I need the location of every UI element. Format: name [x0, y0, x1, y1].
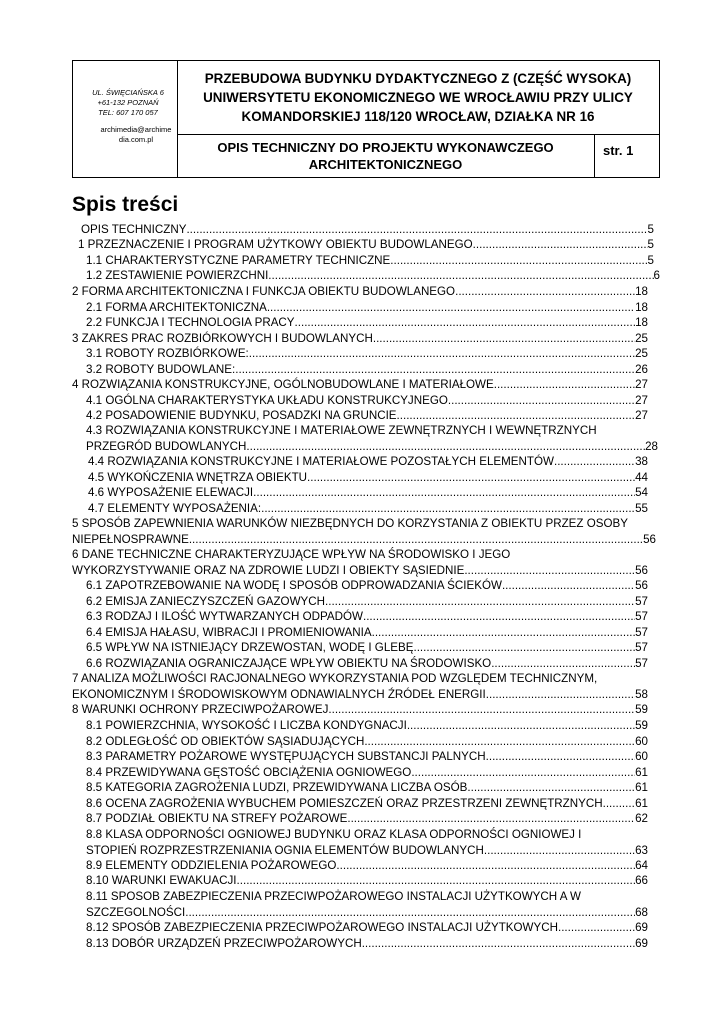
- toc-entry[interactable]: [86, 594, 648, 610]
- toc-leader-dots: [268, 268, 653, 284]
- toc-leader-dots: [362, 936, 635, 952]
- toc-entry-title: 3 ZAKRES PRAC ROZBIÓRKOWYCH I BUDOWLANYCH: [72, 332, 373, 345]
- subtitle-line: OPIS TECHNICZNY DO PROJEKTU WYKONAWCZEGO: [217, 140, 554, 155]
- toc-entry[interactable]: [88, 470, 648, 486]
- toc-entry[interactable]: [86, 780, 648, 796]
- toc-leader-dots: [328, 702, 635, 718]
- address-line: +61-132 POZNAŃ: [97, 98, 159, 107]
- toc-entry-page: 58: [635, 687, 648, 701]
- toc-entry-page: 54: [635, 486, 648, 499]
- toc-entry-page: 57: [635, 657, 648, 670]
- toc-entry-page: 27: [635, 409, 648, 422]
- toc-entry-title: 7 ANALIZA MOŻLIWOŚCI RACJONALNEGO WYKORZYSTANIA POD WZGLĘDEM TECHNICZNYM,: [72, 672, 598, 685]
- toc-entry-page: 57: [635, 626, 648, 639]
- toc-entry[interactable]: [86, 920, 648, 936]
- toc-entry-page: 69: [635, 921, 648, 934]
- toc-entry-title: 5 SPOSÓB ZAPEWNIENIA WARUNKÓW NIEZBĘDNYCH DO KORZYSTANIA Z OBIEKTU PRZEZ OSOBY: [72, 517, 628, 530]
- email-line: dia.com.pl: [118, 135, 154, 144]
- toc-leader-dots: [603, 796, 635, 812]
- toc-leader-dots: [185, 905, 635, 921]
- toc-leader-dots: [249, 346, 635, 362]
- toc-entry-title: 8.8 KLASA ODPORNOŚCI OGNIOWEJ BUDYNKU ORAZ KLASA ODPORNOŚCI OGNIOWEJ I: [86, 828, 582, 841]
- toc-entry-title: 4 ROZWIĄZANIA KONSTRUKCYJNE, OGÓLNOBUDOWLANE I MATERIAŁOWE: [72, 378, 494, 391]
- toc-entry[interactable]: [86, 640, 648, 656]
- toc-leader-dots: [186, 222, 647, 238]
- toc-entry-title: 8.6 OCENA ZAGROŻENIA WYBUCHEM POMIESZCZEŃ ORAZ PRZESTRZENI ZEWNĘTRZNYCH: [86, 797, 603, 810]
- toc-leader-dots: [246, 439, 645, 455]
- toc-entry-page: 61: [635, 766, 648, 779]
- toc-leader-dots: [411, 765, 635, 781]
- toc-entry[interactable]: [86, 423, 658, 454]
- toc-entry-title: 2.2 FUNKCJA I TECHNOLOGIA PRACY: [86, 316, 295, 329]
- toc-entry-title: 2.1 FORMA ARCHITEKTONICZNA: [86, 301, 267, 314]
- toc-entry[interactable]: [86, 408, 648, 424]
- toc-entry-title: 6 DANE TECHNICZNE CHARAKTERYZUJĄCE WPŁYW NA ŚRODOWISKO I JEGO: [72, 548, 511, 561]
- toc-leader-dots: [189, 532, 643, 548]
- toc-entry[interactable]: [86, 315, 648, 331]
- toc-entry-title: OPIS TECHNICZNY: [81, 223, 187, 236]
- toc-entry-page: 68: [635, 905, 648, 919]
- toc-entry-page: 62: [635, 812, 648, 825]
- toc-entry-title: SZCZEGOLNOŚCI: [86, 905, 186, 919]
- toc-entry-page: 63: [635, 843, 648, 857]
- toc-leader-dots: [295, 315, 636, 331]
- toc-entry[interactable]: [72, 547, 648, 578]
- toc-leader-dots: [455, 284, 635, 300]
- toc-entry-title: 8 WARUNKI OCHRONY PRZECIWPOŻAROWEJ: [72, 703, 329, 716]
- toc-leader-dots: [484, 843, 635, 859]
- toc-leader-dots: [364, 734, 635, 750]
- toc-leader-dots: [558, 920, 635, 936]
- toc-entry-title: 4.5 WYKOŃCZENIA WNĘTRZA OBIEKTU: [88, 471, 308, 484]
- company-email: [95, 125, 177, 145]
- toc-entry-page: 18: [635, 301, 648, 314]
- toc-entry[interactable]: [86, 749, 648, 765]
- toc-leader-dots: [486, 749, 635, 765]
- toc-entry-page: 18: [635, 285, 648, 298]
- toc-entry-title: 6.1 ZAPOTRZEBOWANIE NA WODĘ I SPOSÓB ODPROWADZANIA ŚCIEKÓW: [86, 579, 502, 592]
- toc-leader-dots: [261, 501, 635, 517]
- toc-entry[interactable]: [86, 625, 648, 641]
- toc-entry[interactable]: [86, 827, 648, 858]
- toc-entry-title: 4.6 WYPOSAŻENIE ELEWACJI: [88, 486, 254, 499]
- toc-entry-title: 8.13 DOBÓR URZĄDZEŃ PRZECIWPOŻAROWYCH: [86, 937, 362, 950]
- toc-entry-page: 57: [635, 610, 648, 623]
- toc-entry-title: WYKORZYSTYWANIE ORAZ NA ZDROWIE LUDZI I OBIEKTY SĄSIEDNIE: [72, 563, 465, 577]
- toc-leader-dots: [347, 811, 635, 827]
- toc-leader-dots: [473, 237, 648, 253]
- toc-entry-page: 6: [653, 269, 660, 282]
- toc-entry-title: 4.7 ELEMENTY WYPOSAŻENIA:: [88, 502, 262, 515]
- toc-entry[interactable]: [88, 501, 648, 517]
- toc-entry[interactable]: [88, 485, 648, 501]
- toc-entry-page: 44: [635, 471, 648, 484]
- toc-entry-title: 8.1 POWIERZCHNIA, WYSOKOŚĆ I LICZBA KONDYGNACJI: [86, 719, 407, 732]
- toc-entry-page: 66: [635, 874, 648, 887]
- toc-entry[interactable]: [86, 765, 648, 781]
- toc-entry-title: PRZEGRÓD BUDOWLANYCH: [86, 439, 247, 453]
- toc-leader-dots: [502, 578, 635, 594]
- toc-entry-title: EKONOMICZNYM I ŚRODOWISKOWYM ODNAWIALNYCH ŹRÓDEŁ ENERGII: [72, 687, 486, 701]
- toc-entry[interactable]: [72, 284, 648, 300]
- toc-leader-dots: [467, 780, 635, 796]
- toc-entry-page: 56: [635, 563, 648, 577]
- toc-heading: Spis treści: [72, 193, 179, 216]
- document-subtitle: [177, 135, 595, 177]
- toc-leader-dots: [554, 454, 635, 470]
- toc-leader-dots: [448, 393, 635, 409]
- toc-entry-page: 59: [635, 719, 648, 732]
- toc-entry-page: 69: [635, 937, 648, 950]
- title-line: KOMANDORSKIEJ 118/120 WROCŁAW, DZIAŁKA NR 16: [241, 109, 595, 124]
- toc-entry-page: 61: [635, 781, 648, 794]
- address-line: UL. ŚWIĘCIAŃSKA 6: [92, 88, 164, 97]
- toc-entry-title: 8.4 PRZEWIDYWANA GĘSTOŚĆ OBCIĄŻENIA OGNIOWEGO: [86, 766, 412, 779]
- toc-entry[interactable]: [72, 377, 648, 393]
- title-line: UNIWERSYTETU EKONOMICZNEGO WE WROCŁAWIU PRZY ULICY: [203, 90, 633, 105]
- toc-leader-dots: [372, 625, 635, 641]
- toc-entry[interactable]: [86, 253, 654, 269]
- toc-entry[interactable]: [86, 811, 648, 827]
- toc-entry-title: 8.5 KATEGORIA ZAGROŻENIA LUDZI, PRZEWIDYWANA LICZBA OSÓB: [86, 781, 468, 794]
- toc-entry-page: 60: [635, 735, 648, 748]
- toc-leader-dots: [373, 331, 635, 347]
- toc-entry[interactable]: [86, 936, 648, 952]
- toc-entry-title: 3.2 ROBOTY BUDOWLANE:: [86, 363, 236, 376]
- toc-leader-dots: [397, 408, 636, 424]
- toc-entry-page: 38: [635, 455, 648, 468]
- toc-entry-title: 6.6 ROZWIĄZANIA OGRANICZAJĄCE WPŁYW OBIEKTU NA ŚRODOWISKO: [86, 657, 492, 670]
- toc-entry[interactable]: [88, 454, 648, 470]
- toc-leader-dots: [390, 253, 647, 269]
- toc-entry-title: 2 FORMA ARCHITEKTONICZNA I FUNKCJA OBIEKTU BUDOWLANEGO: [72, 285, 456, 298]
- toc-entry[interactable]: [78, 237, 654, 253]
- toc-leader-dots: [307, 470, 635, 486]
- title-line: PRZEBUDOWA BUDYNKU DYDAKTYCZNEGO Z (CZĘŚĆ WYSOKA): [204, 71, 632, 86]
- toc-entry-title: 6.4 EMISJA HAŁASU, WIBRACJI I PROMIENIOWANIA: [86, 626, 372, 639]
- toc-leader-dots: [363, 609, 635, 625]
- toc-entry[interactable]: [86, 268, 660, 284]
- toc-entry[interactable]: [86, 889, 648, 920]
- toc-leader-dots: [235, 362, 635, 378]
- toc-entry-page: 61: [635, 797, 648, 810]
- toc-entry[interactable]: [86, 578, 648, 594]
- toc-entry-page: 64: [635, 859, 648, 872]
- toc-entry-page: 5: [647, 223, 654, 236]
- toc-entry-title: 4.4 ROZWIĄZANIA KONSTRUKCYJNE I MATERIAŁOWE POZOSTAŁYCH ELEMENTÓW: [88, 455, 554, 468]
- toc-entry-title: 8.12 SPOSÓB ZABEZPIECZENIA PRZECIWPOŻAROWEGO INSTALACJI UŻYTKOWYCH: [86, 921, 558, 934]
- toc-entry-page: 57: [635, 595, 648, 608]
- toc-entry-title: 4.3 ROZWIĄZANIA KONSTRUKCYJNE I MATERIAŁOWE ZEWNĘTRZNYCH I WEWNĘTRZNYCH: [86, 424, 597, 437]
- toc-entry-page: 5: [647, 238, 654, 251]
- toc-entry[interactable]: [81, 222, 654, 238]
- toc-entry-title: 8.3 PARAMETRY POŻAROWE WYSTĘPUJĄCYCH SUBSTANCJI PALNYCH: [86, 750, 486, 763]
- toc-leader-dots: [486, 687, 635, 703]
- toc-leader-dots: [491, 656, 635, 672]
- toc-leader-dots: [253, 485, 635, 501]
- page-number: str. 1: [603, 143, 634, 158]
- toc-entry-page: 28: [645, 439, 658, 453]
- toc-entry-page: 27: [635, 378, 648, 391]
- toc-entry-title: 4.1 OGÓLNA CHARAKTERYSTYKA UKŁADU KONSTRUKCYJNEGO: [86, 394, 448, 407]
- toc-entry-page: 5: [647, 254, 654, 267]
- toc-entry[interactable]: [86, 718, 648, 734]
- toc-entry-title: 8.9 ELEMENTY ODDZIELENIA POŻAROWEGO: [86, 859, 337, 872]
- toc-entry-page: 56: [643, 532, 656, 546]
- toc-entry[interactable]: [86, 362, 648, 378]
- toc-entry-page: 26: [635, 363, 648, 376]
- toc-entry-page: 18: [635, 316, 648, 329]
- toc-leader-dots: [237, 873, 636, 889]
- toc-entry[interactable]: [86, 300, 648, 316]
- toc-entry-title: 6.5 WPŁYW NA ISTNIEJĄCY DRZEWOSTAN, WODĘ I GLEBĘ: [86, 641, 414, 654]
- address-line: TEL: 607 170 057: [98, 108, 158, 117]
- toc-entry-title: 8.10 WARUNKI EWAKUACJI: [86, 874, 237, 887]
- toc-entry-page: 27: [635, 394, 648, 407]
- toc-entry-title: 6.2 EMISJA ZANIECZYSZCZEŃ GAZOWYCH: [86, 595, 325, 608]
- toc-leader-dots: [325, 594, 635, 610]
- subtitle-line: ARCHITEKTONICZNEGO: [308, 157, 463, 172]
- toc-entry[interactable]: [86, 393, 648, 409]
- toc-entry[interactable]: [86, 858, 648, 874]
- toc-entry[interactable]: [86, 609, 648, 625]
- toc-entry-title: 1.2 ZESTAWIENIE POWIERZCHNI: [86, 269, 269, 282]
- toc-entry[interactable]: [72, 702, 648, 718]
- toc-entry[interactable]: [86, 656, 648, 672]
- toc-entry[interactable]: [86, 734, 648, 750]
- toc-entry-title: 3.1 ROBOTY ROZBIÓRKOWE:: [86, 347, 249, 360]
- toc-entry-page: 25: [635, 347, 648, 360]
- toc-entry[interactable]: [72, 516, 656, 547]
- toc-entry-page: 60: [635, 750, 648, 763]
- toc-entry[interactable]: [86, 796, 648, 812]
- toc-entry-title: 1 PRZEZNACZENIE I PROGRAM UŻYTKOWY OBIEKTU BUDOWLANEGO: [78, 238, 473, 251]
- toc-leader-dots: [494, 377, 635, 393]
- toc-entry-title: NIEPEŁNOSPRAWNE: [72, 532, 189, 546]
- toc-entry[interactable]: [72, 331, 648, 347]
- toc-entry-title: STOPIEŃ ROZPRZESTRZENIANIA OGNIA ELEMENTÓW BUDOWLANYCH: [86, 843, 484, 857]
- toc-entry-page: 55: [635, 502, 648, 515]
- toc-entry[interactable]: [86, 873, 648, 889]
- toc-entry-page: 25: [635, 332, 648, 345]
- company-info: [73, 61, 178, 177]
- toc-leader-dots: [267, 300, 635, 316]
- toc-leader-dots: [464, 563, 635, 579]
- company-address: [83, 88, 173, 118]
- toc-entry[interactable]: [86, 346, 648, 362]
- toc-entry-page: 56: [635, 579, 648, 592]
- toc-entry-title: 8.2 ODLEGŁOŚĆ OD OBIEKTÓW SĄSIADUJĄCYCH: [86, 735, 365, 748]
- toc-leader-dots: [336, 858, 635, 874]
- toc-entry-page: 59: [635, 703, 648, 716]
- project-title: [177, 61, 659, 135]
- document-header: [72, 60, 660, 178]
- toc-leader-dots: [413, 640, 635, 656]
- toc-entry[interactable]: [72, 671, 648, 702]
- toc-entry-page: 57: [635, 641, 648, 654]
- toc-entry-title: 1.1 CHARAKTERYSTYCZNE PARAMETRY TECHNICZNE: [86, 254, 391, 267]
- toc-entry-title: 8.7 PODZIAŁ OBIEKTU NA STREFY POŻAROWE: [86, 812, 348, 825]
- toc-entry-title: 6.3 RODZAJ I ILOŚĆ WYTWARZANYCH ODPADÓW: [86, 610, 363, 623]
- toc-entry-title: 4.2 POSADOWIENIE BUDYNKU, POSADZKI NA GRUNCIE: [86, 409, 397, 422]
- email-line: archimedia@archime: [100, 125, 172, 134]
- toc-entry-title: 8.11 SPOSOB ZABEZPIECZENIA PRZECIWPOŻAROWEGO INSTALACJI UŻYTKOWYCH A W: [86, 890, 581, 903]
- toc-leader-dots: [407, 718, 635, 734]
